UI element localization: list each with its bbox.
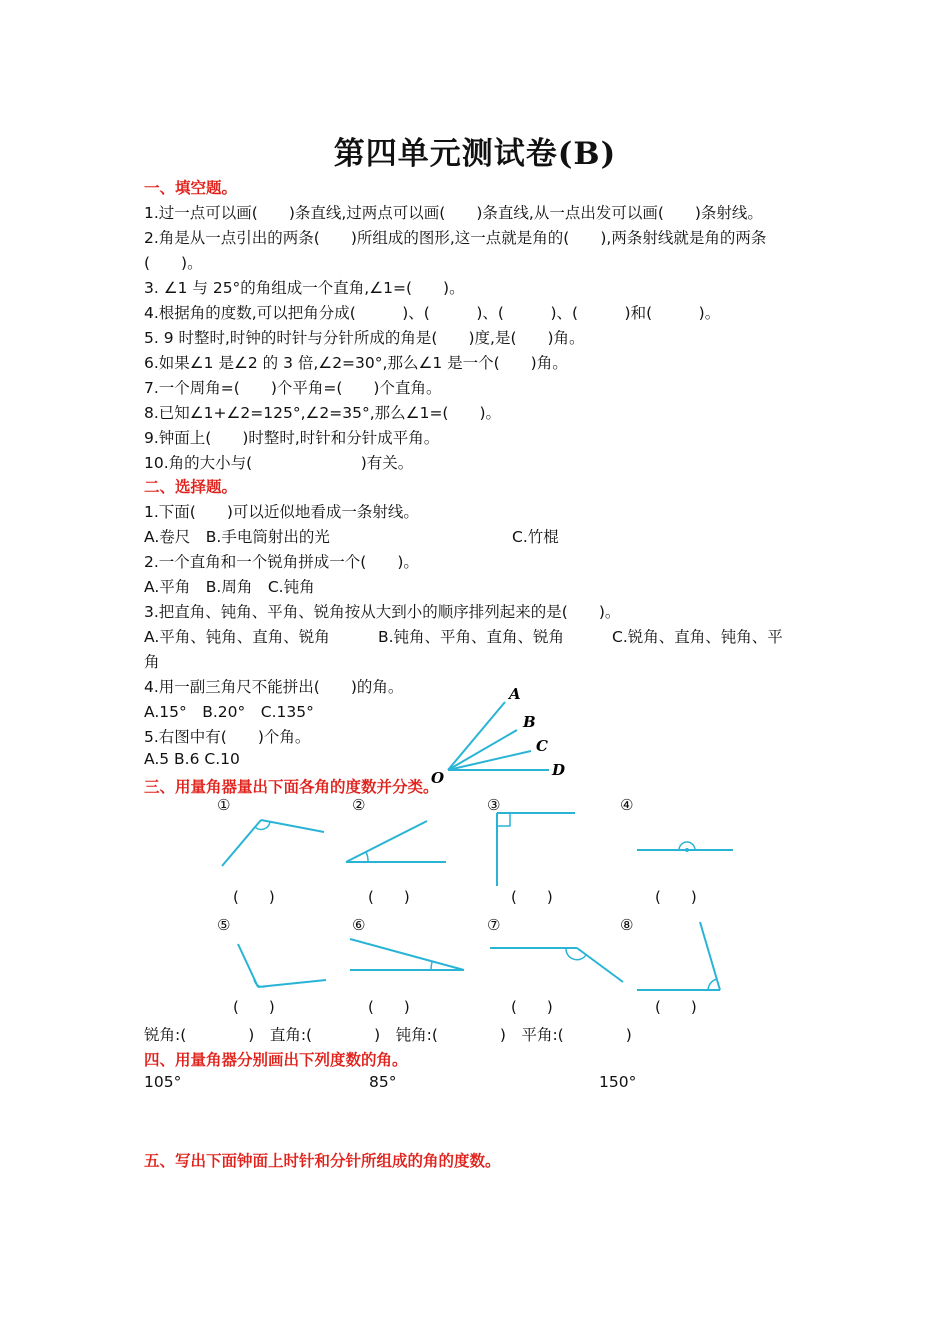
angle-number-2: ② bbox=[352, 796, 366, 814]
answer-blank-8: ( ) bbox=[655, 998, 697, 1016]
answer-blank-1: ( ) bbox=[233, 888, 275, 906]
choice-question-3: 3.把直角、钝角、平角、锐角按从大到小的顺序排列起来的是( )。 bbox=[144, 603, 621, 621]
angle-figure-4 bbox=[637, 842, 733, 852]
fill-question-1: 1.过一点可以画( )条直线,过两点可以画( )条直线,从一点出发可以画( )条射线。 bbox=[144, 204, 763, 222]
answer-blank-6: ( ) bbox=[368, 998, 410, 1016]
ray-ob bbox=[448, 730, 517, 770]
angle-number-4: ④ bbox=[620, 796, 634, 814]
choice-question-4-options: A.15° B.20° C.135° bbox=[144, 703, 314, 721]
angle-figure-7 bbox=[490, 948, 623, 982]
answer-blank-2: ( ) bbox=[368, 888, 410, 906]
classification-line: 锐角:( ) 直角:( ) 钝角:( ) 平角:( ) bbox=[144, 1026, 632, 1044]
choice-question-3-option-c: C.锐角、直角、钝角、平 bbox=[612, 628, 783, 646]
angle-figure-8 bbox=[637, 922, 720, 990]
angle-figure-5 bbox=[238, 944, 326, 987]
fill-question-2: 2.角是从一点引出的两条( )所组成的图形,这一点就是角的( ),两条射线就是角的两条 bbox=[144, 229, 767, 247]
choice-question-2-options: A.平角 B.周角 C.钝角 bbox=[144, 578, 315, 596]
fill-question-9: 9.钟面上( )时整时,时针和分针成平角。 bbox=[144, 429, 440, 447]
section-4-heading: 四、用量角器分别画出下列度数的角。 bbox=[144, 1051, 408, 1069]
draw-angle-105: 105° bbox=[144, 1073, 182, 1091]
label-c: C bbox=[536, 737, 548, 755]
choice-question-5: 5.右图中有( )个角。 bbox=[144, 728, 311, 746]
choice-question-3-option-c-continued: 角 bbox=[144, 653, 160, 671]
choice-question-5-options: A.5 B.6 C.10 bbox=[144, 750, 240, 768]
fill-question-7: 7.一个周角=( )个平角=( )个直角。 bbox=[144, 379, 442, 397]
label-a: A bbox=[509, 685, 521, 703]
angle-number-5: ⑤ bbox=[217, 916, 231, 934]
choice-question-1-option-c: C.竹棍 bbox=[512, 528, 559, 546]
label-b: B bbox=[523, 713, 536, 731]
choice-question-4: 4.用一副三角尺不能拼出( )的角。 bbox=[144, 678, 404, 696]
angle-number-3: ③ bbox=[487, 796, 501, 814]
fill-question-8: 8.已知∠1+∠2=125°,∠2=35°,那么∠1=( )。 bbox=[144, 404, 502, 422]
choice-question-2: 2.一个直角和一个锐角拼成一个( )。 bbox=[144, 553, 419, 571]
rays-figure bbox=[425, 682, 575, 787]
draw-angle-85: 85° bbox=[369, 1073, 397, 1091]
angle-figure-3 bbox=[497, 813, 575, 886]
answer-blank-7: ( ) bbox=[511, 998, 553, 1016]
fill-question-5: 5. 9 时整时,时钟的时针与分针所成的角是( )度,是( )角。 bbox=[144, 329, 585, 347]
fill-question-6: 6.如果∠1 是∠2 的 3 倍,∠2=30°,那么∠1 是一个( )角。 bbox=[144, 354, 568, 372]
fill-question-4: 4.根据角的度数,可以把角分成( )、( )、( )、( )和( )。 bbox=[144, 304, 721, 322]
answer-blank-5: ( ) bbox=[233, 998, 275, 1016]
angle-figure-1 bbox=[222, 820, 324, 866]
angle-number-1: ① bbox=[217, 796, 231, 814]
choice-question-1-options-ab: A.卷尺 B.手电筒射出的光 bbox=[144, 528, 330, 546]
angle-number-7: ⑦ bbox=[487, 916, 501, 934]
draw-angle-150: 150° bbox=[599, 1073, 637, 1091]
section-5-heading: 五、写出下面钟面上时针和分针所组成的角的度数。 bbox=[144, 1152, 501, 1170]
angle-figure-6 bbox=[350, 939, 464, 970]
choice-question-3-option-a: A.平角、钝角、直角、锐角 bbox=[144, 628, 330, 646]
label-o: O bbox=[431, 769, 445, 787]
fill-question-3: 3. ∠1 与 25°的角组成一个直角,∠1=( )。 bbox=[144, 279, 465, 297]
section-3-heading: 三、用量角器量出下面各角的度数并分类。 bbox=[144, 778, 439, 796]
section-1-heading: 一、填空题。 bbox=[144, 179, 238, 197]
angle-figure-2 bbox=[346, 821, 446, 862]
angle-number-8: ⑧ bbox=[620, 916, 634, 934]
choice-question-3-option-b: B.钝角、平角、直角、锐角 bbox=[378, 628, 565, 646]
answer-blank-3: ( ) bbox=[511, 888, 553, 906]
label-d: D bbox=[552, 761, 566, 779]
fill-question-2-continued: ( )。 bbox=[144, 254, 203, 272]
angle-number-6: ⑥ bbox=[352, 916, 366, 934]
section-2-heading: 二、选择题。 bbox=[144, 478, 238, 496]
answer-blank-4: ( ) bbox=[655, 888, 697, 906]
fill-question-10: 10.角的大小与( )有关。 bbox=[144, 454, 414, 472]
page-title: 第四单元测试卷(B) bbox=[333, 136, 617, 172]
choice-question-1: 1.下面( )可以近似地看成一条射线。 bbox=[144, 503, 419, 521]
